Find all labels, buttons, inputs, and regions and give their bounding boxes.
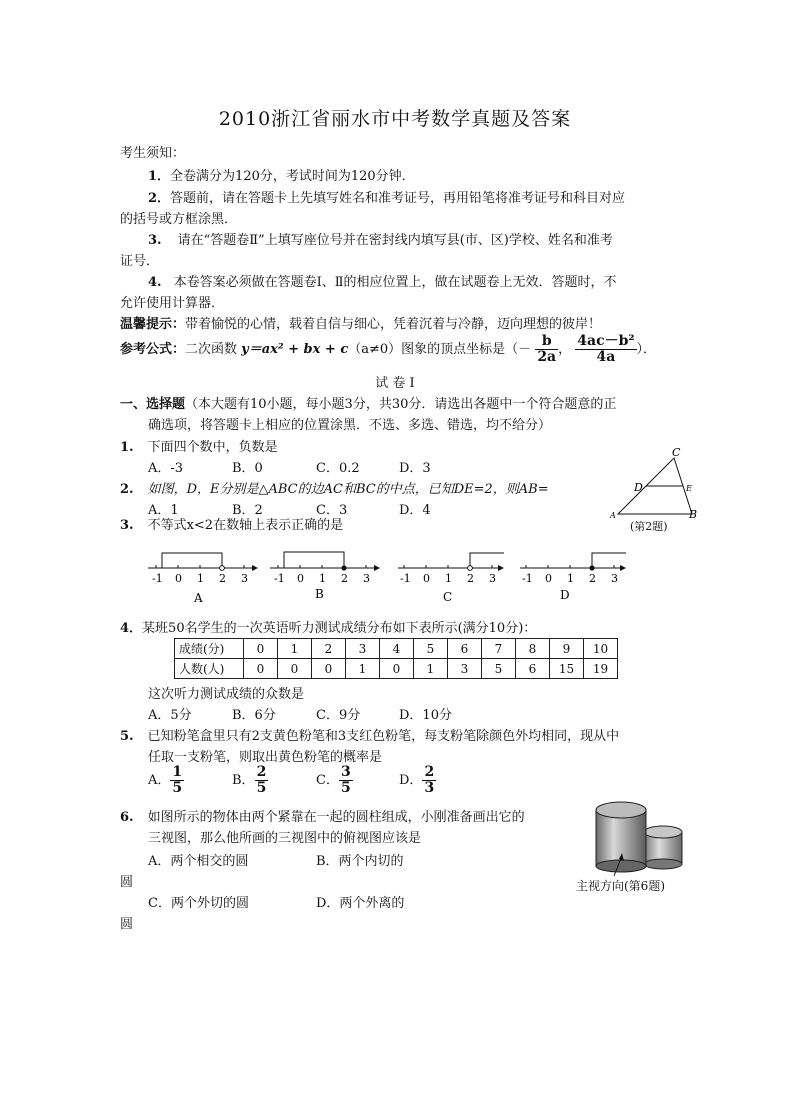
numerator: b — [535, 334, 558, 350]
q6-caption: 主视方向(第6题) — [576, 879, 665, 893]
q6-option-d: D．两个外离的 — [316, 896, 405, 911]
table-cell: 0 — [278, 659, 312, 679]
tick-label: 1 — [445, 572, 452, 585]
label-c: C — [672, 446, 681, 459]
option-fraction — [422, 765, 436, 796]
choice-label-d: D — [560, 588, 570, 602]
table-cell: 6 — [448, 639, 482, 659]
notice-num: 1． — [148, 169, 171, 184]
option-fraction — [170, 765, 184, 796]
notice-text: 本卷答案必须做在答题卷Ⅰ、Ⅱ的相应位置上，做在试题卷上无效．答题时，不 — [173, 275, 617, 290]
notice-num: 4. — [148, 275, 162, 290]
option-letter: C． — [316, 773, 339, 788]
choice-label-c: C — [443, 590, 453, 604]
table-cell: 10 — [584, 639, 618, 659]
denominator: 5 — [172, 780, 183, 796]
cylinders-figure — [586, 796, 696, 878]
numerator: 3 — [340, 764, 351, 780]
q-text: 某班50名学生的一次英语听力测试成绩分布如下表所示(满分10分)： — [142, 621, 537, 636]
q2-option-c: C．3 — [316, 503, 348, 518]
notice-text: 答题前，请在答题卡上先填写姓名和准考证号，再用铅笔将准考证号和科目对应 — [170, 191, 626, 206]
label-a: A — [610, 511, 616, 520]
q-text: 已知粉笔盒里只有2支黄色粉笔和3支红色粉笔，每支粉笔除颜色外均相同，现从中 — [147, 729, 620, 744]
q3 — [120, 514, 343, 533]
notice-3 — [148, 229, 613, 248]
table-header: 成绩(分) — [175, 639, 244, 659]
notice-num: 2． — [148, 191, 171, 206]
tick-label: 0 — [423, 572, 430, 585]
q5-option-d — [399, 765, 436, 796]
table-cell: 7 — [482, 639, 516, 659]
vertex-y-fraction — [575, 334, 636, 365]
q4 — [120, 617, 536, 636]
tick-label: -1 — [152, 572, 163, 585]
number-line-d — [520, 553, 626, 602]
q5 — [120, 725, 619, 744]
denominator: 5 — [256, 780, 267, 796]
option-letter: B． — [232, 773, 255, 788]
q6-option-a: A．两个相交的圆 — [148, 854, 249, 869]
tick-label: 2 — [341, 572, 348, 585]
triangle-figure — [608, 446, 710, 524]
table-cell: 3 — [346, 639, 380, 659]
label-e: E — [686, 484, 692, 493]
large-cylinder — [596, 802, 646, 872]
tip — [120, 313, 601, 332]
notice-2 — [148, 187, 625, 206]
notice-2-cont: 的括号或方框涂黑． — [120, 212, 238, 227]
q4-option-d: D．10分 — [399, 708, 452, 723]
table-cell: 0 — [244, 639, 278, 659]
q2 — [120, 478, 549, 497]
section1 — [120, 393, 616, 412]
table-row — [175, 659, 618, 679]
q-num: 6. — [120, 810, 134, 825]
notice-3-cont: 证号． — [120, 254, 160, 269]
option-letter: A． — [148, 773, 171, 788]
q6-option-b: B．两个内切的 — [316, 854, 404, 869]
number-lines — [140, 545, 640, 607]
table-cell: 0 — [244, 659, 278, 679]
tick-label: 3 — [363, 572, 370, 585]
q6-option-c: C．两个外切的圆 — [148, 896, 249, 911]
choice-label-a: A — [194, 591, 203, 605]
formula-expr: y＝ax² + bx + c — [241, 342, 349, 357]
q6-wrap-2: 圆 — [120, 917, 134, 932]
denominator: 3 — [424, 780, 435, 796]
tick-label: 0 — [175, 572, 182, 585]
table-cell: 8 — [516, 639, 550, 659]
tick-label: -1 — [274, 572, 285, 585]
q4-question: 这次听力测试成绩的众数是 — [148, 687, 305, 702]
option-letter: D． — [399, 773, 423, 788]
formula-cond: （a≠0）图象的顶点坐标是（－ — [348, 342, 532, 357]
q5-option-c — [316, 765, 353, 796]
table-cell: 3 — [448, 659, 482, 679]
table-cell: 5 — [414, 639, 448, 659]
tick-label: 2 — [589, 572, 596, 585]
tip-label: 温馨提示： — [120, 317, 186, 332]
tick-label: -1 — [400, 572, 411, 585]
q6 — [120, 806, 525, 825]
q2-caption: (第2题) — [630, 520, 668, 533]
numerator: 2 — [256, 764, 267, 780]
tick-label: 3 — [489, 572, 496, 585]
q2-option-a: A．1 — [148, 503, 179, 518]
q-num: 4． — [120, 621, 143, 636]
numerator: 2 — [424, 764, 435, 780]
notice-heading: 考生须知： — [120, 146, 186, 161]
section1-label: 一、选择题 — [120, 397, 186, 412]
q4-option-c: C．9分 — [316, 708, 361, 723]
choice-label-b: B — [315, 587, 324, 601]
q-num: 3. — [120, 518, 134, 533]
q4-option-a: A．5分 — [148, 708, 192, 723]
score-table — [174, 638, 618, 679]
number-line-c — [398, 553, 504, 604]
paper-label: 试 卷 Ⅰ — [375, 376, 415, 391]
page-title: 2010浙江省丽水市中考数学真题及答案 — [218, 108, 572, 130]
q1-option-c: C．0.2 — [316, 461, 360, 476]
q1 — [120, 436, 278, 455]
denominator: 4a — [596, 349, 616, 365]
table-cell: 2 — [312, 639, 346, 659]
table-cell: 4 — [380, 639, 414, 659]
tick-label: 3 — [611, 572, 618, 585]
table-cell: 5 — [482, 659, 516, 679]
tick-label: 0 — [297, 572, 304, 585]
numerator: 1 — [172, 764, 183, 780]
q4-option-b: B．6分 — [232, 708, 276, 723]
tick-label: 0 — [545, 572, 552, 585]
tick-label: 2 — [467, 572, 474, 585]
section1-cont: 确选项，将答题卡上相应的位置涂黑．不选、多选、错选，均不给分） — [148, 418, 552, 433]
notice-text: 请在“答题卷Ⅱ”上填写座位号并在密封线内填写县(市、区)学校、姓名和准考 — [177, 233, 613, 248]
q2-option-d: D．4 — [399, 503, 431, 518]
tick-label: 3 — [241, 572, 248, 585]
numerator: 4ac－b² — [577, 333, 635, 349]
number-line-a — [148, 553, 258, 605]
formula-tail: ）． — [636, 342, 657, 357]
q-num: 2. — [120, 482, 134, 497]
notice-num: 3. — [148, 233, 162, 248]
tip-text: 带着愉悦的心情，载着自信与细心，凭着沉着与冷静，迈向理想的彼岸！ — [185, 317, 602, 332]
q6-cont: 三视图，那么他所画的三视图中的俯视图应该是 — [148, 831, 422, 846]
table-cell: 1 — [346, 659, 380, 679]
q-text: 下面四个数中，负数是 — [147, 440, 278, 455]
table-header: 人数(人) — [175, 659, 244, 679]
label-b: B — [689, 508, 698, 521]
q5-option-a — [148, 765, 184, 796]
table-cell: 19 — [584, 659, 618, 679]
table-cell: 1 — [278, 639, 312, 659]
q-num: 1. — [120, 440, 134, 455]
section1-text: （本大题有10小题，每小题3分，共30分．请选出各题中一个符合题意的正 — [185, 397, 617, 412]
q5-option-b — [232, 765, 268, 796]
tick-label: 1 — [197, 572, 204, 585]
table-row — [175, 639, 618, 659]
number-line-b — [270, 552, 380, 601]
notice-1 — [148, 165, 415, 184]
denominator: 5 — [340, 780, 351, 796]
table-cell: 0 — [380, 659, 414, 679]
denominator: 2a — [537, 349, 557, 365]
q1-option-a: A．-3 — [148, 461, 184, 476]
table-cell: 1 — [414, 659, 448, 679]
table-cell: 15 — [550, 659, 584, 679]
q1-option-b: B．0 — [232, 461, 263, 476]
tick-label: -1 — [522, 572, 533, 585]
q-num: 5. — [120, 729, 134, 744]
label-d: D — [634, 481, 643, 494]
table-cell: 6 — [516, 659, 550, 679]
small-cylinder — [644, 826, 682, 869]
table-cell: 9 — [550, 639, 584, 659]
tick-label: 1 — [567, 572, 574, 585]
option-fraction — [339, 765, 353, 796]
q6-wrap-1: 圆 — [120, 875, 134, 890]
vertex-x-fraction — [535, 334, 558, 365]
formula-label: 参考公式： — [120, 342, 186, 357]
notice-text: 全卷满分为120分，考试时间为120分钟． — [170, 169, 415, 184]
q-text: 如图所示的物体由两个紧靠在一起的圆柱组成，小刚准备画出它的 — [147, 810, 525, 825]
tick-label: 1 — [319, 572, 326, 585]
q-text: 如图，D，E分别是△ABC的边AC和BC的中点，已知DE=2，则AB= — [147, 482, 549, 497]
notice-4-cont: 允许使用计算器． — [120, 296, 225, 311]
q1-option-d: D．3 — [399, 461, 431, 476]
option-fraction — [255, 765, 269, 796]
tick-label: 2 — [219, 572, 226, 585]
formula: 参考公式：二次函数 y＝ax² + bx + c（a≠0）图象的顶点坐标是（－ $\frac{b}{2a}$ ， $\frac{\text{4ac－b²}}{4a}$ ）． — [120, 333, 657, 365]
q5-cont: 任取一支粉笔，则取出黄色粉笔的概率是 — [148, 750, 383, 765]
formula-text: 二次函数 — [185, 342, 238, 357]
table-cell: 0 — [312, 659, 346, 679]
q-text: 不等式x<2在数轴上表示正确的是 — [147, 518, 344, 533]
notice-4 — [148, 271, 617, 290]
q2-option-b: B．2 — [232, 503, 263, 518]
